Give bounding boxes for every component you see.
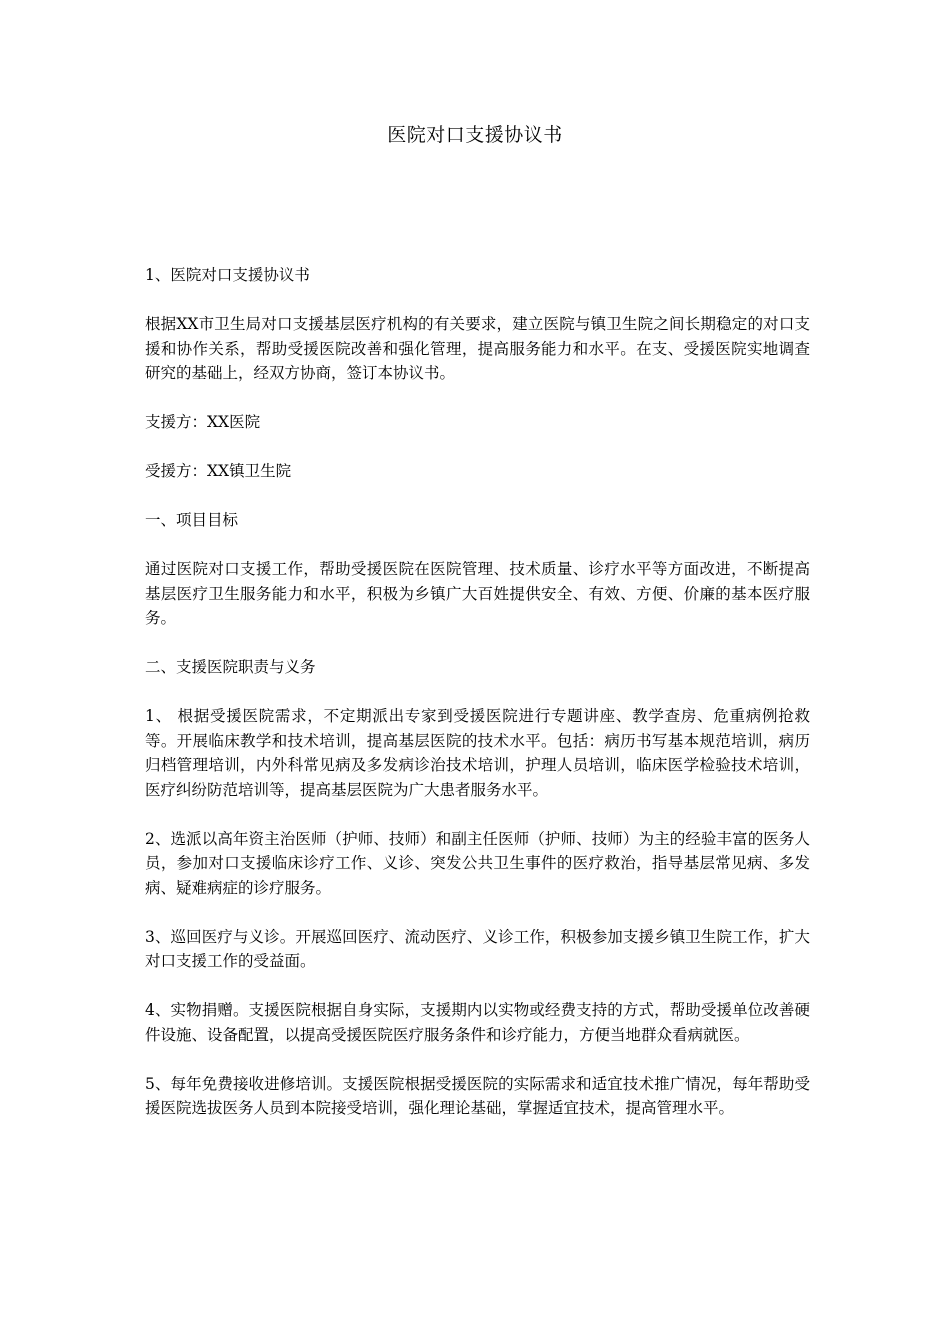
section-1-title: 一、项目目标 <box>145 511 239 529</box>
agreement-heading: 1、医院对口支援协议书 <box>145 266 310 284</box>
section-1-paragraph: 通过医院对口支援工作，帮助受援医院在医院管理、技术质量、诊疗水平等方面改进，不断提高基层医疗卫生服务能力和水平，积极为乡镇广大百姓提供安全、有效、方便、价廉的基本医疗服务。 <box>145 560 810 627</box>
duty-item-4: 4、实物捐赠。支援医院根据自身实际，支援期内以实物或经费支持的方式，帮助受援单位改善硬件设施、设备配置，以提高受援医院医疗服务条件和诊疗能力，方便当地群众看病就医。 <box>145 1001 810 1044</box>
document-title: 医院对口支援协议书 <box>387 124 563 146</box>
intro-paragraph: 根据XX市卫生局对口支援基层医疗机构的有关要求，建立医院与镇卫生院之间长期稳定的对口支援和协作关系，帮助受援医院改善和强化管理，提高服务能力和水平。在支、受援医院实地调查研究的基础上，经双方协商，签订本协议书。 <box>145 315 810 382</box>
supporting-party: 支援方：XX医院 <box>145 413 261 431</box>
duty-item-3: 3、巡回医疗与义诊。开展巡回医疗、流动医疗、义诊工作，积极参加支援乡镇卫生院工作，扩大对口支援工作的受益面。 <box>145 927 810 970</box>
duty-item-5: 5、每年免费接收进修培训。支援医院根据受援医院的实际需求和适宜技术推广情况，每年帮助受援医院选拔医务人员到本院接受培训，强化理论基础，掌握适宜技术，提高管理水平。 <box>145 1074 810 1117</box>
document-body <box>145 263 810 1145</box>
duty-item-1: 1、 根据受援医院需求，不定期派出专家到受援医院进行专题讲座、教学查房、危重病例抢救等。开展临床教学和技术培训，提高基层医院的技术水平。包括：病历书写基本规范培训，病历归档管理培训，内外科常见病及多发病诊治技术培训，护理人员培训，临床医学检验技术培训，医疗纠纷防范培训等，提高基层医院为广大患者服务水平。 <box>145 707 810 799</box>
section-2-title: 二、支援医院职责与义务 <box>145 658 316 676</box>
receiving-party: 受援方：XX镇卫生院 <box>145 462 292 480</box>
duty-item-2: 2、选派以高年资主治医师（护师、技师）和副主任医师（护师、技师）为主的经验丰富的医务人员，参加对口支援临床诊疗工作、义诊、突发公共卫生事件的医疗救治，指导基层常见病、多发病、疑难病症的诊疗服务。 <box>145 829 810 897</box>
